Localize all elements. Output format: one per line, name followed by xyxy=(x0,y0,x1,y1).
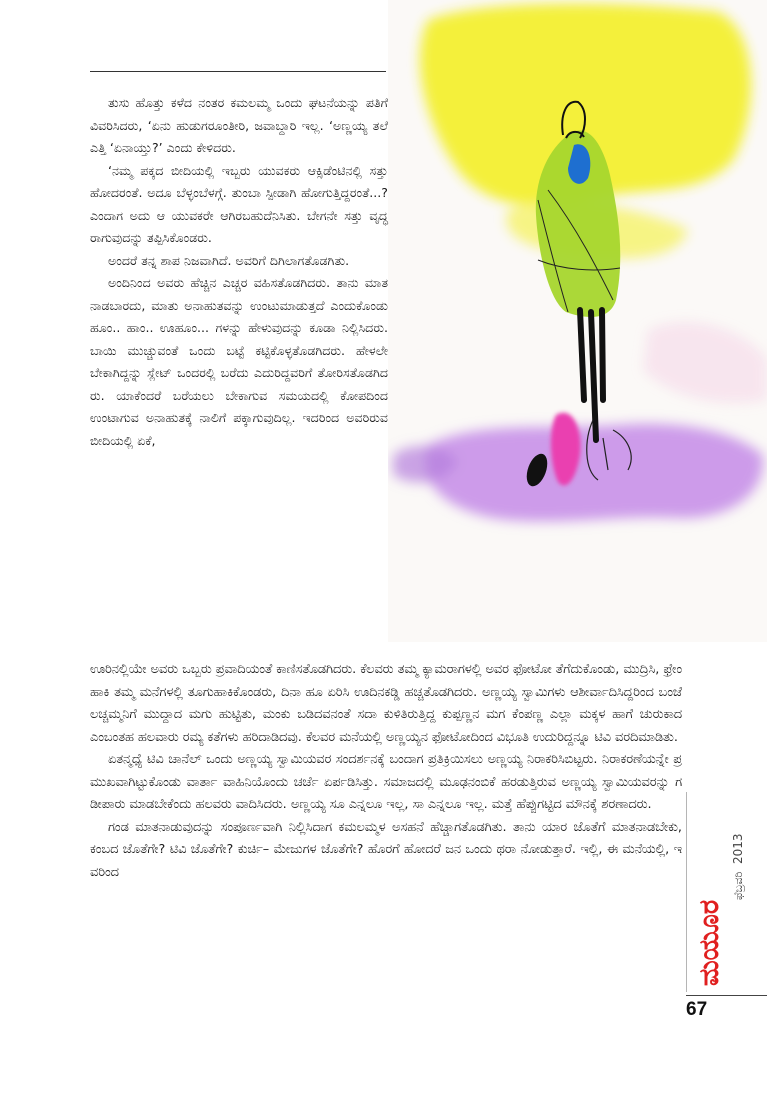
page-number: 67 xyxy=(686,999,708,1020)
issue-month: ಫೆಬ್ರವರಿ xyxy=(732,871,745,900)
column-narrow xyxy=(90,92,388,452)
folio-rule xyxy=(686,995,767,996)
mayura-logo: ಮಯೂರ xyxy=(694,899,725,986)
issue-year: 2013 xyxy=(731,833,745,864)
top-rule xyxy=(90,71,386,72)
paragraph: ಊರಿನಲ್ಲಿಯೇ ಅವರು ಒಬ್ಬರು ಪ್ರವಾದಿಯಂತೆ ಕಾಣಿಸತೊಡಗಿದರು. ಕೆಲವರು ತಮ್ಮ ಕ್ಯಾಮರಾಗಳಲ್ಲಿ ಅವರ ಫೋಟೋ ತೆಗೆದುಕೊಂಡು, ಮುದ್ರಿಸಿ, ಫ್ರೇಂ ಹಾಕಿ ತಮ್ಮ ಮನೆಗಳಲ್ಲಿ ತೂಗುಹಾಕಿಕೊಂಡರು, ದಿನಾ ಹೂ ಏರಿಸಿ ಊದಿನಕಡ್ಡಿ ಹಚ್ಚತೊಡಗಿದರು. ಅಣ್ಣಯ್ಯ ಸ್ವಾಮಿಗಳು ಆಶೀರ್ವಾದಿಸಿದ್ದರಿಂದ ಬಂಜೆ ಲಚ್ಚಮ್ಮನಿಗೆ ಮುದ್ದಾದ ಮಗು ಹುಟ್ಟಿತು, ಮಂಕು ಬಡಿದವನಂತೆ ಸದಾ ಕುಳಿತಿರುತ್ತಿದ್ದ ಕುಪ್ಪಣ್ಣನ ಮಗ ಕೆಂಪಣ್ಣ ಎಲ್ಲಾ ಮಕ್ಕಳ ಹಾಗೆ ಚುರುಕಾದ ಎಂಬಂತಹ ಹಲವಾರು ರಮ್ಯ ಕತೆಗಳು ಹರಿದಾಡಿದವು. ಕೆಲವರ ಮನೆಯಲ್ಲಿ ಅಣ್ಣಯ್ಯನ ಫೋಟೋದಿಂದ ವಿಭೂತಿ ಉದುರಿದ್ದನ್ನೂ ಟಿವಿ ವರದಿಮಾಡಿತು. xyxy=(90,662,682,745)
paragraph: ಗಂಡ ಮಾತನಾಡುವುದನ್ನು ಸಂಪೂರ್ಣವಾಗಿ ನಿಲ್ಲಿಸಿದಾಗ ಕಮಲಮ್ಮಳ ಅಸಹನೆ ಹೆಚ್ಚಾಗತೊಡಗಿತು. ತಾನು ಯಾರ ಜೊತೆಗೆ ಮಾತನಾಡಬೇಕು, ಕಂಬದ ಜೊತೆಗೇ? ಟಿವಿ ಜೊತೆಗೇ? ಕುರ್ಚಿ– ಮೇಜುಗಳ ಜೊತೆಗೇ? ಹೊರಗೆ ಹೋದರೆ ಜನ ಒಂದು ಥರಾ ನೋಡುತ್ತಾರೆ. ಇಲ್ಲಿ, ಈ ಮನೆಯಲ್ಲಿ, ಇವರಿಂದ xyxy=(90,819,682,880)
masthead xyxy=(680,830,750,990)
paragraph: ‘ನಮ್ಮ ಪಕ್ಕದ ಬೀದಿಯಲ್ಲಿ ಇಬ್ಬರು ಯುವಕರು ಆಕ್ಸಿಡೆಂಟಿನಲ್ಲಿ ಸತ್ತು ಹೋದರಂತೆ. ಅದೂ ಬೆಳ್ಳಂಬೆಳಗ್ಗೆ. ತುಂಬಾ ಸ್ಪೀಡಾಗಿ ಹೋಗುತ್ತಿದ್ದರಂತೆ...? ಎಂದಾಗ ಅದು ಆ ಯುವಕರೇ ಆಗಿರಬಹುದೆನಿಸಿತು. ಬೇಗನೇ ಸತ್ತು ವೃದ್ಧರಾಗುವುದನ್ನು ತಪ್ಪಿಸಿಕೊಂಡರು. xyxy=(90,162,388,245)
paragraph: ಅಂದರೆ ತನ್ನ ಶಾಪ ನಿಜವಾಗಿದೆ. ಅವರಿಗೆ ದಿಗಿಲಾಗತೊಡಗಿತು. xyxy=(108,252,350,268)
paragraph: ತುಸು ಹೊತ್ತು ಕಳೆದ ನಂತರ ಕಮಲಮ್ಮ ಒಂದು ಘಟನೆಯನ್ನು ಪತಿಗೆ ವಿವರಿಸಿದರು, ‘ಏನು ಹುಡುಗರೂಂತೀರಿ, ಜವಾಬ್ದಾರಿ ಇಲ್ಲ. ‘ಅಣ್ಣಯ್ಯ ತಲೆ ಎತ್ತಿ ‘ಏನಾಯ್ತು?’ ಎಂದು ಕೇಳಿದರು. xyxy=(90,95,388,155)
paragraph: ಅಂದಿನಿಂದ ಅವರು ಹೆಚ್ಚಿನ ಎಚ್ಚರ ವಹಿಸತೊಡಗಿದರು. ತಾನು ಮಾತನಾಡಬಾರದು, ಮಾತು ಅನಾಹುತವನ್ನು ಉಂಟುಮಾಡುತ್ತದೆ ಎಂದುಕೊಂಡು ಹೂಂ.. ಹಾಂ.. ಊಹೂಂ... ಗಳನ್ನು ಹೇಳುವುದನ್ನು ಕೂಡಾ ನಿಲ್ಲಿಸಿದರು. ಬಾಯಿ ಮುಚ್ಚುವಂತೆ ಒಂದು ಬಟ್ಟೆ ಕಟ್ಟಿಕೊಳ್ಳತೊಡಗಿದರು. ಹೇಳಲೇ ಬೇಕಾಗಿದ್ದನ್ನು ಸ್ಲೇಟ್ ಒಂದರಲ್ಲಿ ಬರೆದು ಎದುರಿದ್ದವರಿಗೆ ತೋರಿಸತೊಡಗಿದರು. ಯಾಕೆಂದರೆ ಬರೆಯಲು ಬೇಕಾಗುವ ಸಮಯದಲ್ಲಿ ಕೋಪದಿಂದ ಉಂಟಾಗುವ ಅನಾಹುತಕ್ಕೆ ನಾಲಿಗೆ ಪಕ್ಕಾಗುವುದಿಲ್ಲ. ಇದರಿಂದ ಅವರಿರುವ ಬೀದಿಯಲ್ಲಿ ಏಕೆ, xyxy=(90,275,388,448)
column-wide xyxy=(90,659,682,884)
watercolor-figure-illustration xyxy=(388,0,767,642)
paragraph: ಏತನ್ಮಧ್ಯೆ ಟಿವಿ ಚಾನೆಲ್ ಒಂದು ಅಣ್ಣಯ್ಯ ಸ್ವಾಮಿಯವರ ಸಂದರ್ಶನಕ್ಕೆ ಬಂದಾಗ ಪ್ರತಿಕ್ರಿಯಿಸಲು ಅಣ್ಣಯ್ಯ ನಿರಾಕರಿಸಿಬಿಟ್ಟರು. ನಿರಾಕರಣೆಯನ್ನೇ ಪ್ರಮುಖವಾಗಿಟ್ಟುಕೊಂಡು ವಾರ್ತಾ ವಾಹಿನಿಯೊಂದು ಚರ್ಚೆ ಏರ್ಪಡಿಸಿತ್ತು. ಸಮಾಜದಲ್ಲಿ ಮೂಢನಂಬಿಕೆ ಹರಡುತ್ತಿರುವ ಅಣ್ಣಯ್ಯ ಸ್ವಾಮಿಯವರನ್ನು ಗಡೀಪಾರು ಮಾಡಬೇಕೆಂದು ಹಲವರು ವಾದಿಸಿದರು. ಅಣ್ಣಯ್ಯ ಸೂ ಎನ್ನಲೂ ಇಲ್ಲ, ಸಾ ಎನ್ನಲೂ ಇಲ್ಲ. ಮತ್ತೆ ಹೆಪ್ಪುಗಟ್ಟಿದ ಮೌನಕ್ಕೆ ಶರಣಾದರು. xyxy=(90,752,682,812)
